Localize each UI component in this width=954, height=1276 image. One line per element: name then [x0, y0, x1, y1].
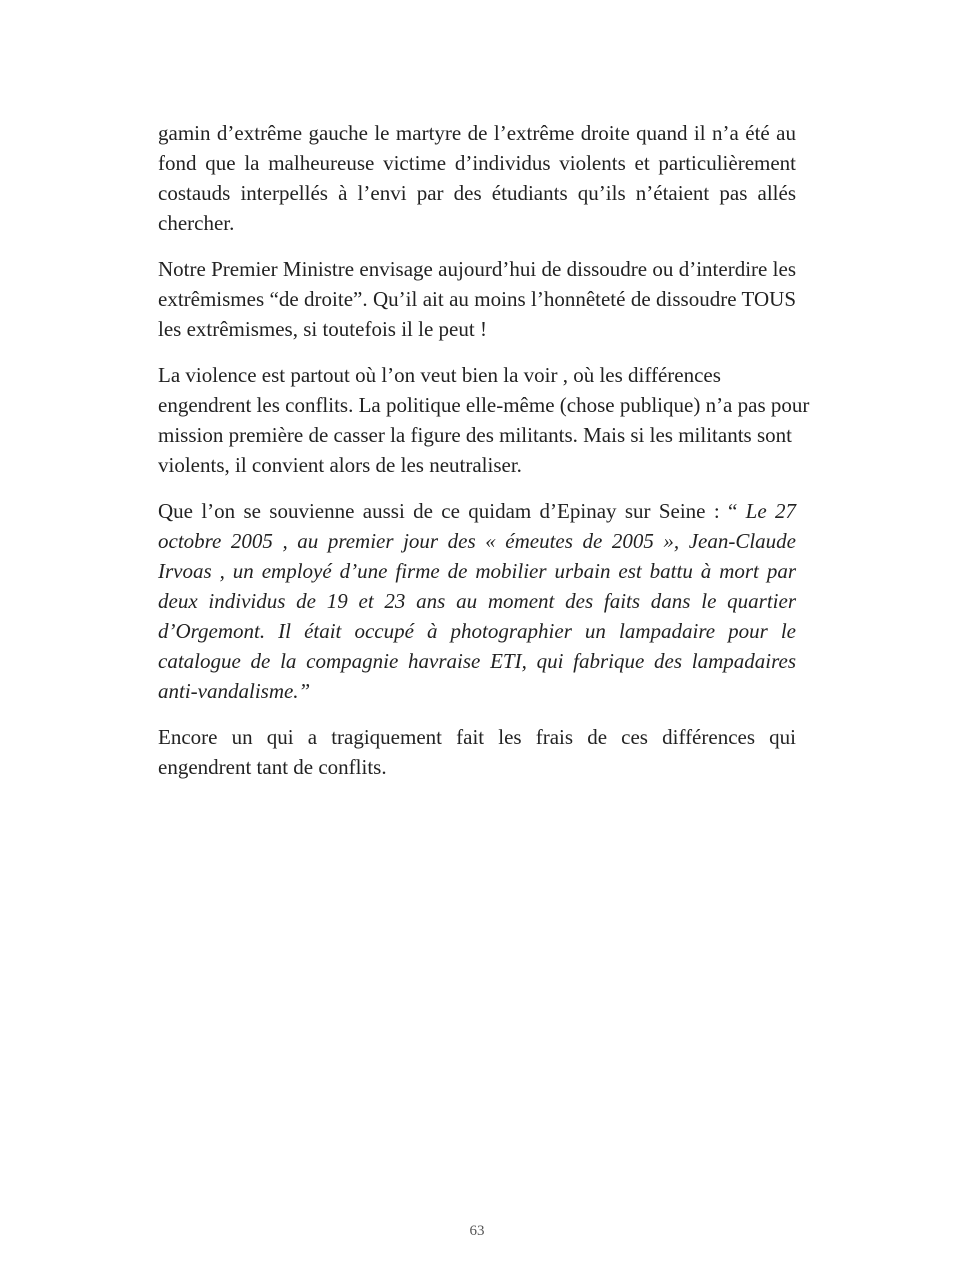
quote-text: Le 27 octobre 2005 , au premier jour des « émeutes de 2005 », Jean-Claude Irvoas , un employé d’une firme de mobilier urbain est battu à mort par deux individus de 19 et 23 ans au moment des faits dans le quartier d’Orgemont. Il était occupé à photographier un lampadaire pour le catalogue de la compagnie havraise ETI, qui fabrique des lampadaires anti-vandalisme.” — [158, 499, 796, 703]
paragraph-3: La violence est partout où l’on veut bien la voir , où les différences engendrent les conflits. La politique elle-même (chose publique) n’a pas pour mission première de casser la figure des militants. Mais si les militants sont violents, il convient alors de les neutraliser. — [158, 363, 810, 477]
paragraph-4 — [158, 496, 796, 706]
paragraph-1: gamin d’extrême gauche le martyre de l’extrême droite quand il n’a été au fond que la malheureuse victime d’individus violents et particulièrement costauds interpellés à l’envi par des étudiants qu’ils n’étaient pas allés chercher. — [158, 121, 796, 235]
paragraph-2: Notre Premier Ministre envisage aujourd’hui de dissoudre ou d’interdire les extrêmismes “de droite”. Qu’il ait au moins l’honnêteté de dissoudre TOUS les extrêmismes, si toutefois il le peut ! — [158, 257, 796, 341]
quote-intro: Que l’on se souvienne aussi de ce quidam d’Epinay sur Seine : “ — [158, 499, 746, 523]
page-number: 63 — [469, 1223, 485, 1239]
paragraph-5: Encore un qui a tragiquement fait les frais de ces différences qui engendrent tant de conflits. — [158, 725, 796, 779]
body-text — [158, 118, 810, 798]
